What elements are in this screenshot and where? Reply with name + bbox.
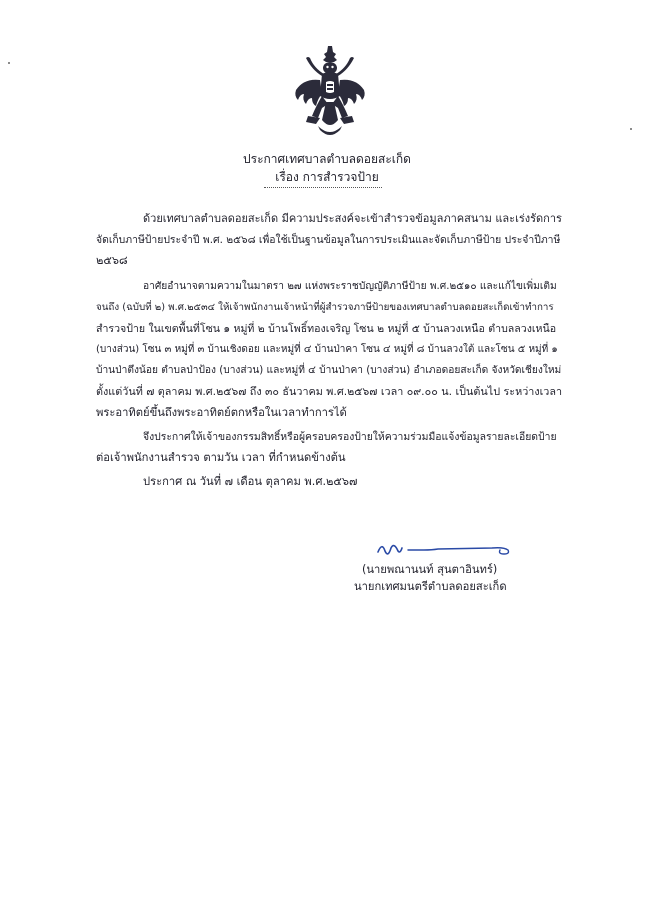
announcement-date: ประกาศ ณ วันที่ ๗ เดือน ตุลาคม พ.ศ.๒๕๖๗	[143, 475, 358, 488]
paragraph-2-line: (บางส่วน) โซน ๓ หมู่ที่ ๓ บ้านเชิงดอย และหมู่ที่ ๔ บ้านป่าคา โซน ๔ หมู่ที่ ๘ บ้านลวงใต้ และโซน ๕ หมู่ที่ ๑	[96, 344, 558, 355]
paragraph-2-line: ตั้งแต่วันที่ ๗ ตุลาคม พ.ศ.๒๕๖๗ ถึง ๓๐ ธันวาคม พ.ศ.๒๕๖๗ เวลา ๐๙.๐๐ น. เป็นต้นไป ระหว่างเวลา	[96, 385, 563, 398]
scan-speck	[630, 128, 632, 130]
paragraph-3-line: จึงประกาศให้เจ้าของกรรมสิทธิ์หรือผู้ครอบครองป้ายให้ความร่วมมือแจ้งข้อมูลรายละเอียดป้าย	[143, 431, 557, 443]
paragraph-2-line: อาศัยอำนาจตามความในมาตรา ๒๗ แห่งพระราชบัญญัติภาษีป้าย พ.ศ.๒๕๑๐ และแก้ไขเพิ่มเติม	[143, 281, 557, 292]
paragraph-2-line: บ้านป่าตึงน้อย ตำบลป่าป้อง (บางส่วน) และหมู่ที่ ๔ บ้านป่าคา (บางส่วน) อำเภอดอยสะเก็ด จังหวัดเชียงใหม่	[96, 365, 562, 376]
handwritten-signature	[372, 538, 522, 560]
paragraph-1-line: จัดเก็บภาษีป้ายประจำปี พ.ศ. ๒๕๖๘ เพื่อใช้เป็นฐานข้อมูลในการประเมินและจัดเก็บภาษีป้าย ประจำปีภาษี	[96, 234, 561, 246]
paragraph-2-line: พระอาทิตย์ขึ้นถึงพระอาทิตย์ตกหรือในเวลาทำการได้	[96, 406, 347, 419]
scan-speck	[8, 62, 10, 64]
signer-position: นายกเทศมนตรีตำบลดอยสะเก็ด	[354, 580, 507, 593]
announcement-subject: เรื่อง การสำรวจป้าย	[275, 170, 379, 184]
garuda-emblem-icon	[292, 44, 368, 140]
paragraph-2-line: สำรวจป้าย ในเขตพื้นที่โซน ๑ หมู่ที่ ๒ บ้านโพธิ์ทองเจริญ โซน ๒ หมู่ที่ ๕ บ้านลวงเหนือ ตำบลลวงเหนือ	[96, 323, 557, 335]
paragraph-1-line: ด้วยเทศบาลตำบลดอยสะเก็ด มีความประสงค์จะเข้าสำรวจข้อมูลภาคสนาม และเร่งรัดการ	[143, 212, 562, 225]
paragraph-1-line: ๒๕๖๘	[96, 254, 128, 267]
signer-name: (นายพณานนท์ สุนตาอินทร์)	[362, 563, 498, 576]
paragraph-2-line: จนถึง (ฉบับที่ ๒) พ.ศ.๒๕๓๔ ให้เจ้าพนักงานเจ้าหน้าที่ผู้สำรวจภาษีป้ายของเทศบาลตำบลดอยสะเก็ดเข้าทำการ	[96, 302, 554, 313]
paragraph-3-line: ต่อเจ้าพนักงานสำรวจ ตามวัน เวลา ที่กำหนดข้างต้น	[96, 451, 346, 464]
separator-line	[264, 187, 382, 188]
announcement-title: ประกาศเทศบาลตำบลดอยสะเก็ด	[243, 152, 411, 166]
